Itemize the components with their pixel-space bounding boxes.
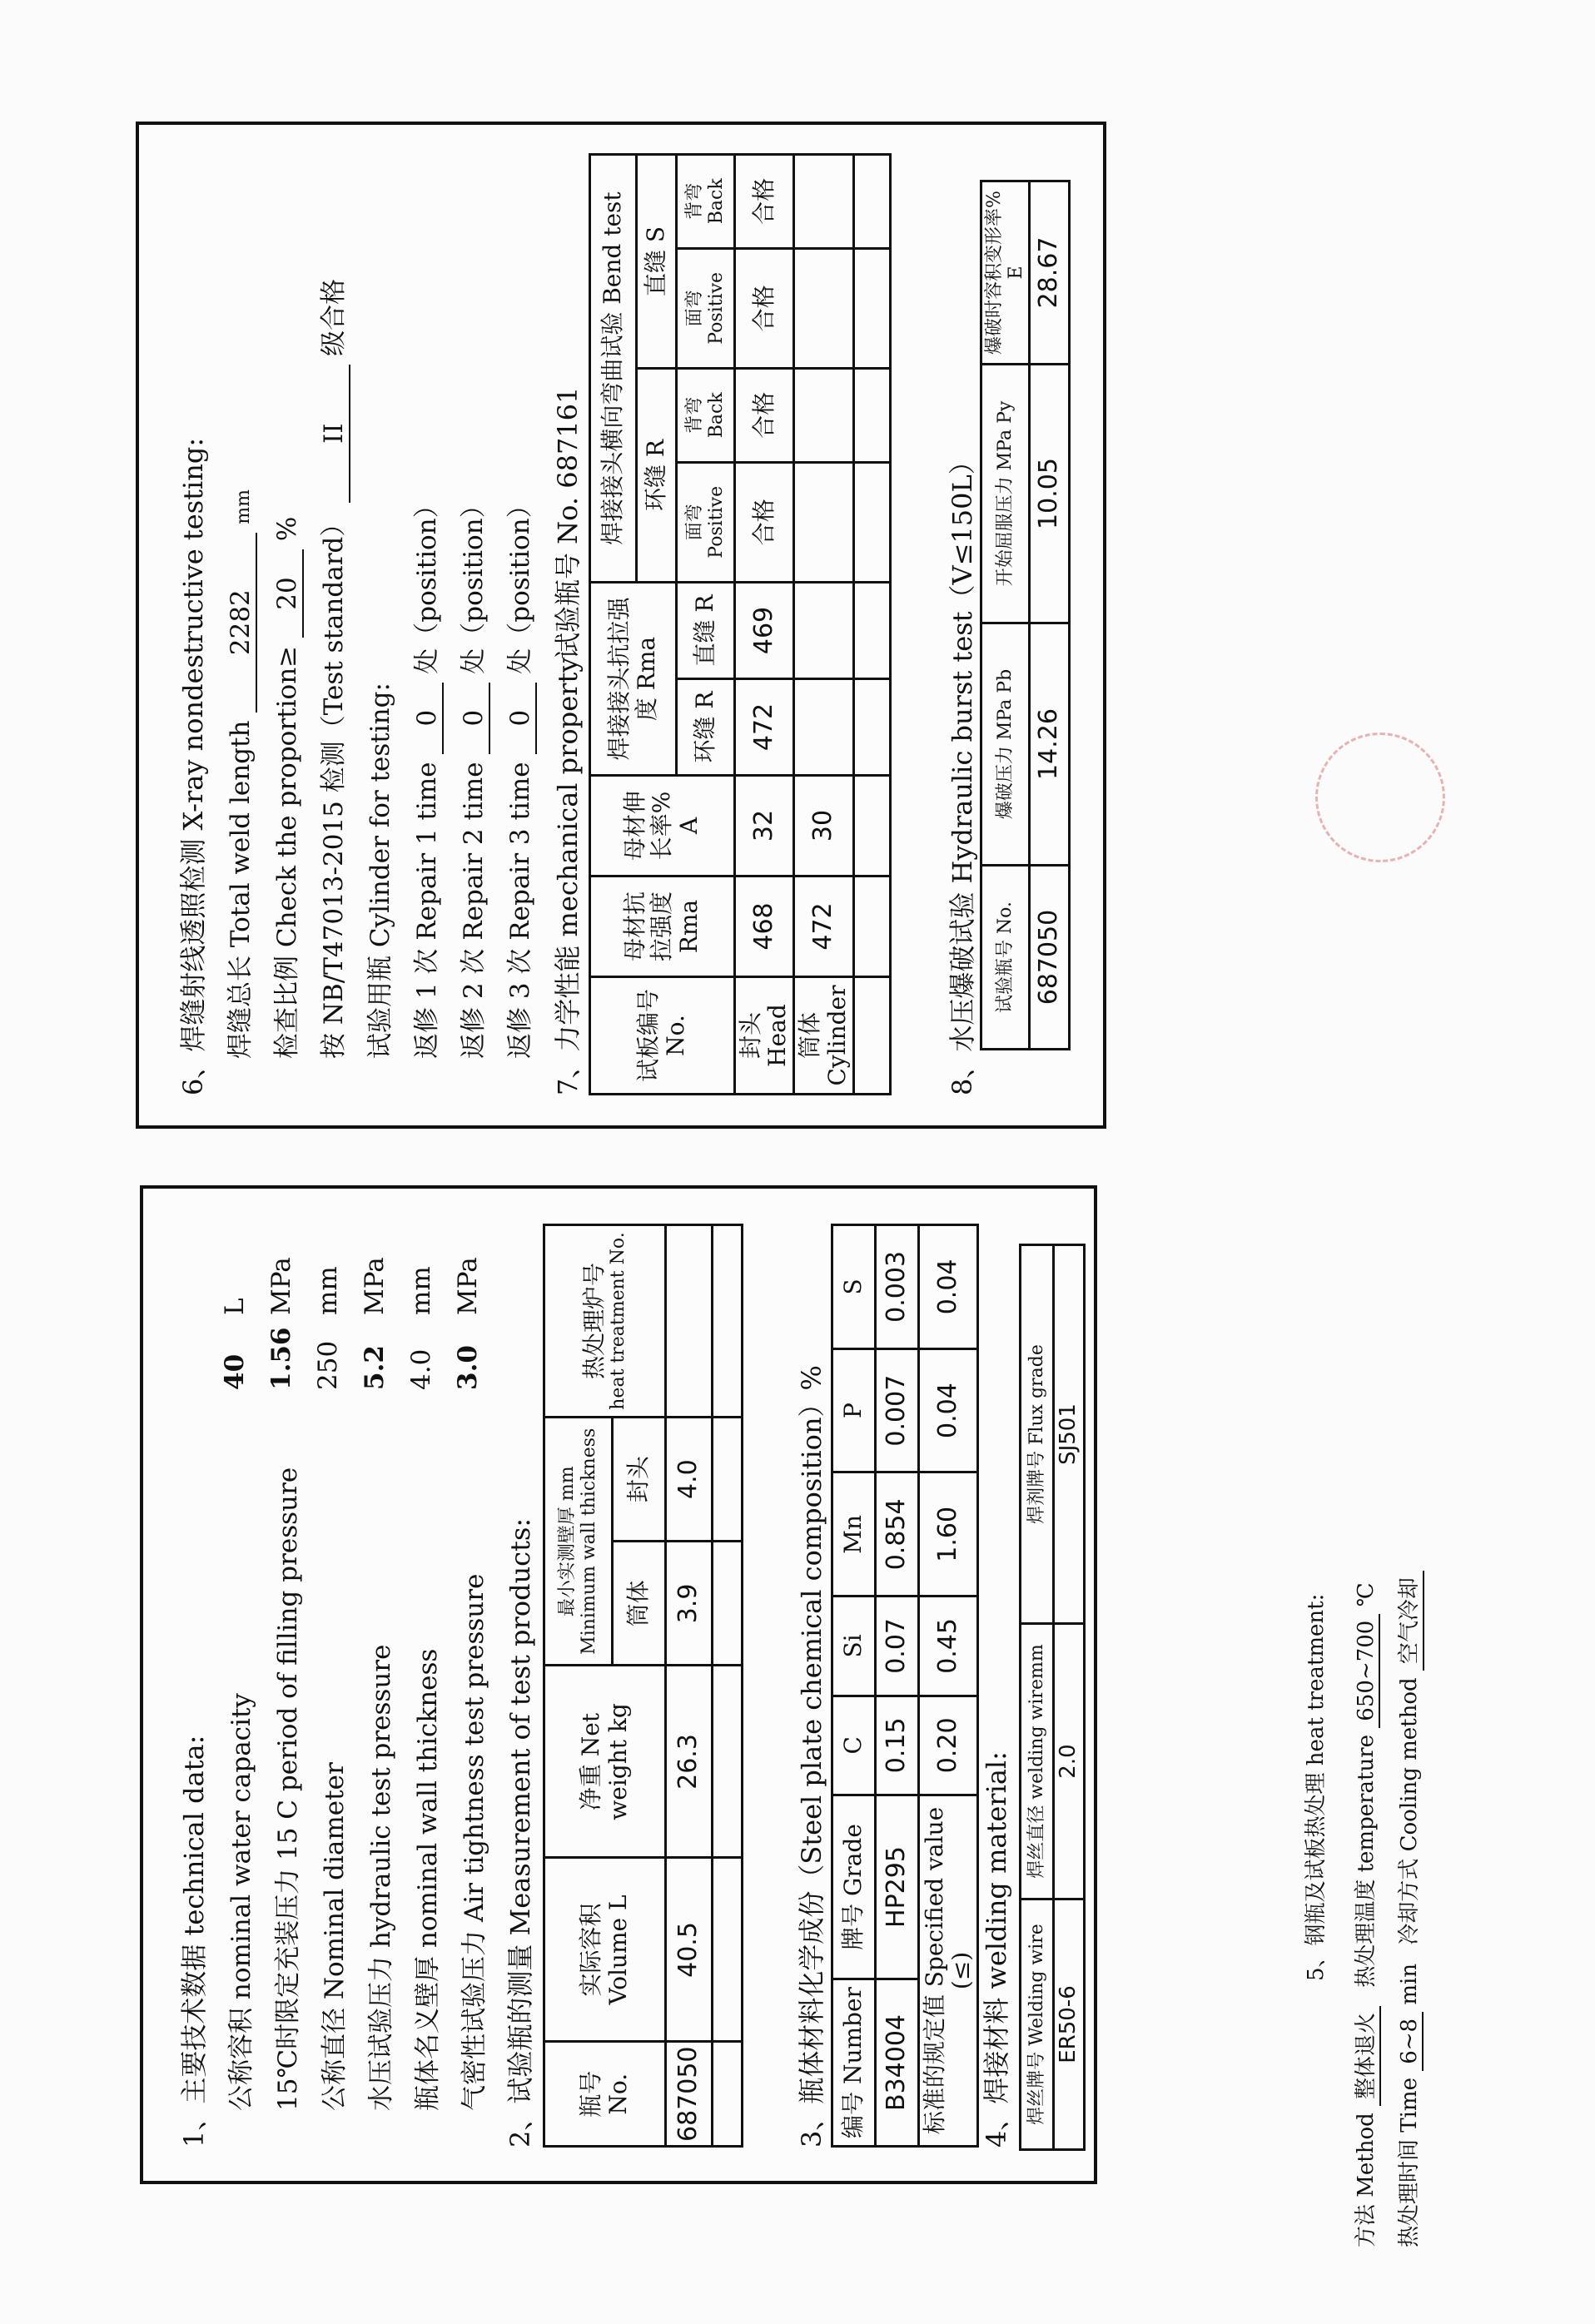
chem-spec-s: 0.04 <box>919 1225 978 1349</box>
repair-1-label: 返修 1 次 Repair 1 time <box>412 762 442 1059</box>
tech-unit-wall: mm <box>406 1266 436 1315</box>
mech-cell-long-head: 469 <box>735 583 794 679</box>
chem-spec-p: 0.04 <box>919 1348 978 1472</box>
tech-label-hydraulic: 水压试验压力 hydraulic test pressure <box>366 1644 396 2111</box>
xray-standard-suffix: 级合格 <box>319 278 349 356</box>
chem-header-grade: 牌号 Grade <box>832 1795 876 1979</box>
burst-title: 8、水压爆破试验 Hydraulic burst test（V≤150L） <box>947 448 978 1095</box>
xray-length-unit: mm <box>233 489 254 524</box>
technical-title: 1、主要技术数据 technical data: <box>178 1735 210 2148</box>
meas-header-cyl: 筒体 <box>613 1542 666 1666</box>
weld-header-wire: 焊丝牌号 Welding wire <box>1021 1899 1054 2150</box>
xray-proportion-unit: % <box>272 516 302 542</box>
xray-length-label: 焊缝总长 Total weld length <box>226 720 256 1059</box>
chem-cell-s: 0.003 <box>876 1225 919 1349</box>
mech-header-base-elong: 母材伸长率% A <box>590 776 735 876</box>
tech-value-hydraulic: 5.2 <box>360 1345 390 1390</box>
burst-header-no: 试验瓶号 No. <box>981 866 1030 1050</box>
chem-header-p: P <box>832 1348 876 1472</box>
repair-2-label: 返修 2 次 Repair 2 time <box>459 762 489 1059</box>
heat-block <box>1056 1195 1094 2178</box>
tech-unit-diameter: mm <box>313 1266 343 1315</box>
meas-header-no: 瓶号 No. <box>544 2042 666 2147</box>
meas-header-wall-cn: 最小实测壁厚 mm <box>557 1466 579 1617</box>
chem-cell-c: 0.15 <box>876 1696 919 1795</box>
mech-header-plate: 试板编号 No. <box>590 977 735 1095</box>
mechanical-title: 7、力学性能 mechanical property <box>552 657 584 1095</box>
mech-cell-plate-cyl: 筒体 Cylinder <box>794 977 853 1095</box>
mech-cell-circ-head: 472 <box>735 679 794 776</box>
meas-header-furnace-cn: 热处理炉号 <box>579 1263 608 1380</box>
xray-standard-label: 按 NB/T47013-2015 检测（Test standard） <box>319 510 349 1059</box>
repair-3-label: 返修 3 次 Repair 3 time <box>505 762 535 1059</box>
mechanical-cylinder-no: 试验瓶号 No. 687161 <box>552 386 584 659</box>
repair-2-suffix: 处（position） <box>459 492 489 674</box>
tech-label-air: 气密性试验压力 Air tightness test pressure <box>460 1573 489 2111</box>
meas-cell-weight: 26.3 <box>666 1666 713 1858</box>
xray-title: 6、焊缝射线透照检测 X-ray nondestructive testing: <box>177 437 209 1095</box>
tech-unit-air: MPa <box>453 1257 483 1315</box>
mech-header-joint-tensile: 焊接接头抗拉强度 Rma <box>590 583 677 776</box>
meas-header-furnace-en: heat treatment No. <box>607 1232 629 1410</box>
weld-header-diameter: 焊丝直径 welding wiremm <box>1021 1624 1054 1899</box>
xray-length-value: 2282 <box>226 533 257 713</box>
repair-3-suffix: 处（position） <box>505 492 535 674</box>
mech-cell-bend-long-back-head: 合格 <box>735 155 794 249</box>
chem-header-si: Si <box>832 1597 876 1696</box>
chem-header-number: 编号 Number <box>832 1979 876 2147</box>
burst-cell-no: 687050 <box>1030 866 1070 1050</box>
burst-header-py: 开始屈服压力 MPa Py <box>981 365 1030 623</box>
repair-3-value: 0 <box>505 683 537 754</box>
chem-spec-mn: 1.60 <box>919 1472 978 1597</box>
burst-header-e: 爆破时容积变形率% E <box>981 181 1030 365</box>
tech-unit-filling: MPa <box>266 1257 296 1315</box>
tech-label-filling: 15℃时限定充装压力 15 C period of filling pressure <box>273 1467 303 2111</box>
mech-header-bend-circ: 环缝 R <box>637 369 677 583</box>
chem-cell-number: B34004 <box>876 1979 919 2147</box>
heat-cooling-value: 空气冷却 <box>1392 1571 1424 1671</box>
mech-cell-plate-head: 封头 Head <box>735 977 794 1095</box>
tech-label-wall: 瓶体名义壁厚 nominal wall thickness <box>413 1648 443 2111</box>
meas-cell-volume: 40.5 <box>666 1858 713 2042</box>
weld-cell-flux: SJ501 <box>1054 1245 1085 1624</box>
weld-header-flux: 焊剂牌号 Flux grade <box>1021 1245 1054 1624</box>
weld-cell-wire: ER50-6 <box>1054 1899 1085 2150</box>
mech-cell-base-strength-cyl: 472 <box>794 876 853 977</box>
heat-cooling-label: 冷却方式 Cooling method <box>1397 1677 1422 1945</box>
repair-2-value: 0 <box>459 683 490 754</box>
mech-header-base-strength: 母材抗拉强度 Rma <box>590 876 735 977</box>
mech-cell-base-strength-head: 468 <box>735 876 794 977</box>
repair-1-value: 0 <box>412 683 444 754</box>
mech-header-long: 直缝 R <box>677 583 735 679</box>
tech-label-diameter: 公称直径 Nominal diameter <box>320 1762 350 2111</box>
tech-unit-capacity: L <box>220 1298 250 1315</box>
mech-header-face-1: 面弯 Positive <box>677 462 735 582</box>
xray-standard-value: II <box>319 365 350 503</box>
heat-time-label: 热处理时间 Time <box>1397 2078 1422 2247</box>
tech-value-filling: 1.56 <box>266 1327 296 1390</box>
chem-header-mn: Mn <box>832 1472 876 1597</box>
chem-spec-label: 标准的规定值 Specified value (≤) <box>919 1795 978 2147</box>
tech-value-air: 3.0 <box>453 1345 483 1390</box>
heat-temp-value: 650~700 <box>1354 1614 1380 1728</box>
xray-cylinder-label: 试验用瓶 Cylinder for testing: <box>365 683 395 1059</box>
mech-cell-base-elong-head: 32 <box>735 776 794 876</box>
xray-proportion-label: 检查比例 Check the proportion≥ <box>272 645 302 1059</box>
burst-cell-pb: 14.26 <box>1030 623 1070 866</box>
mech-header-back-1: 背弯 Back <box>677 369 735 463</box>
burst-cell-py: 10.05 <box>1030 365 1070 623</box>
mech-cell-base-elong-cyl: 30 <box>794 776 853 876</box>
mech-header-bend: 焊接接头横向弯曲试验 Bend test <box>590 155 637 583</box>
tech-value-capacity: 40 <box>220 1353 250 1390</box>
tech-label-capacity: 公称容积 nominal water capacity <box>226 1693 256 2111</box>
heat-time-unit: min <box>1397 1963 1422 2005</box>
chem-header-c: C <box>832 1696 876 1795</box>
mech-header-back-2: 背弯 Back <box>677 155 735 249</box>
repair-1-suffix: 处（position） <box>412 492 442 674</box>
mech-cell-bend-circ-face-head: 合格 <box>735 462 794 582</box>
xray-proportion-value: 20 <box>272 549 304 638</box>
weld-cell-diameter: 2.0 <box>1054 1624 1085 1899</box>
chem-cell-mn: 0.854 <box>876 1472 919 1597</box>
burst-cell-e: 28.67 <box>1030 181 1070 365</box>
chem-spec-c: 0.20 <box>919 1696 978 1795</box>
tech-value-diameter: 250 <box>313 1340 343 1390</box>
meas-header-volume: 实际容积 Volume L <box>544 1858 666 2042</box>
meas-cell-cyl: 3.9 <box>666 1542 713 1666</box>
tech-value-wall: 4.0 <box>406 1348 436 1390</box>
mech-cell-bend-circ-back-head: 合格 <box>735 369 794 463</box>
meas-cell-no: 687050 <box>666 2042 713 2147</box>
heat-temp-label: 热处理温度 temperature <box>1354 1734 1379 1988</box>
burst-header-pb: 爆破压力 MPa Pb <box>981 623 1030 866</box>
mech-header-circ: 环缝 R <box>677 679 735 776</box>
measurement-title: 2、试验瓶的测量 Measurement of test products: <box>504 1517 536 2148</box>
tech-unit-hydraulic: MPa <box>360 1257 390 1315</box>
chem-cell-grade: HP295 <box>876 1795 919 1979</box>
welding-title: 4、焊接材料 welding material: <box>981 1751 1012 2148</box>
heat-time-value: 6~8 <box>1397 2012 1424 2071</box>
heat-method-label: 方法 Method <box>1354 2113 1379 2247</box>
mech-cell-bend-long-face-head: 合格 <box>735 248 794 368</box>
heat-temp-unit: ℃ <box>1354 1582 1379 1607</box>
chem-spec-si: 0.45 <box>919 1597 978 1696</box>
heat-method-value: 整体退火 <box>1349 2006 1381 2106</box>
chem-cell-si: 0.07 <box>876 1597 919 1696</box>
meas-header-head: 封头 <box>613 1418 666 1542</box>
meas-header-weight: 净重 Net weight kg <box>544 1666 666 1858</box>
heat-title: 5、钢瓶及试板热处理 heat treatment: <box>1304 1593 1329 1981</box>
chem-header-s: S <box>832 1225 876 1349</box>
chemical-title: 3、瓶体材料化学成份（Steel plate chemical composition）% <box>796 1365 827 2148</box>
chem-cell-p: 0.007 <box>876 1348 919 1472</box>
meas-cell-head: 4.0 <box>666 1418 713 1542</box>
mech-header-bend-long: 直缝 S <box>637 155 677 369</box>
meas-header-wall-en: Minimum wall thickness <box>578 1428 599 1655</box>
mech-header-face-2: 面弯 Positive <box>677 248 735 368</box>
